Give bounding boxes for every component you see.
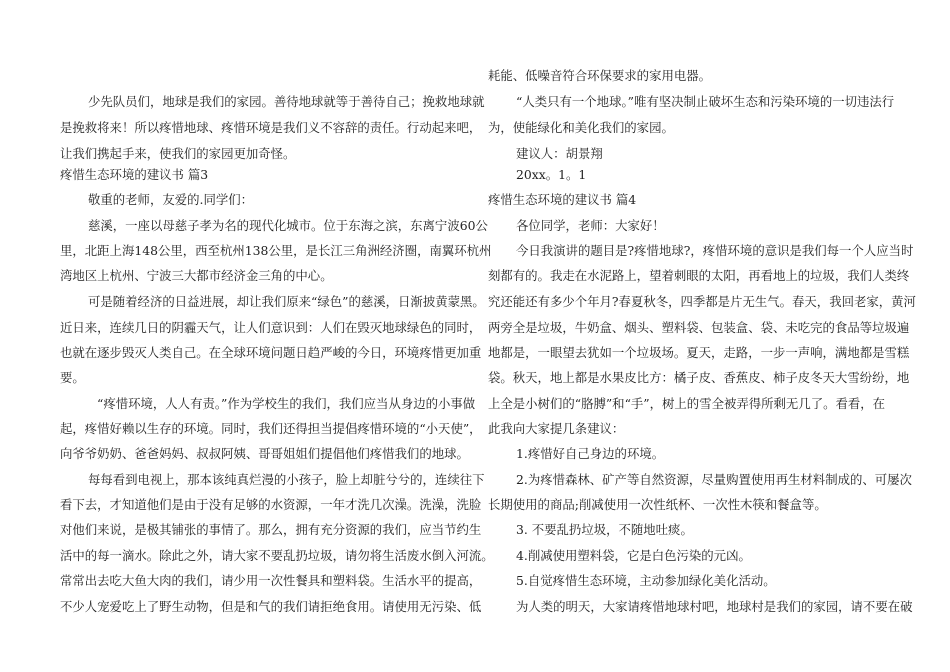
paragraph-line: 耗能、低噪音符合环保要求的家用电器。 bbox=[488, 68, 712, 83]
paragraph-line: 慈溪，一座以母慈子孝为名的现代化城市。位于东海之滨，东离宁波60公 bbox=[88, 218, 488, 233]
paragraph-line: 也就在逐步毁灭人类自己。在全球环境问题日趋严峻的今日，环境疼惜更加重 bbox=[60, 345, 482, 360]
paragraph-line: 起，疼惜好赖以生存的环境。同时，我们还得担当提倡疼惜环境的“小天使”， bbox=[60, 421, 482, 436]
paragraph-line: 此我向大家提几条建议： bbox=[488, 421, 625, 436]
greeting-line: 敬重的老师，友爱的.同学们： bbox=[88, 192, 254, 207]
date-line: 20xx。1。1 bbox=[516, 167, 587, 182]
paragraph-line: 让我们携起手来，使我们的家园更加奇怪。 bbox=[60, 146, 296, 161]
list-item: 3. 不要乱扔垃圾，不随地吐痰。 bbox=[516, 522, 693, 537]
paragraph-line: 可是随着经济的日益进展，却让我们原来“绿色”的慈溪，日渐披黄蒙黑。 bbox=[88, 294, 485, 309]
greeting-line: 各位同学，老师：大家好！ bbox=[516, 218, 665, 233]
paragraph-line: “疼惜环境，人人有责。”作为学校生的我们，我们应当从身边的小事做 bbox=[97, 396, 476, 411]
paragraph-line: 要。 bbox=[60, 370, 85, 385]
signer-line: 建议人：胡景翔 bbox=[516, 146, 603, 161]
paragraph-line: 上全是小树们的“胳膊”和“手”，树上的雪全被弄得所剩无几了。看看，在 bbox=[488, 396, 886, 411]
paragraph-line: 湾地区上杭州、宁波三大都市经济金三角的中心。 bbox=[60, 268, 333, 283]
section-heading: 疼惜生态环境的建议书 篇4 bbox=[488, 192, 637, 207]
paragraph-line: 是挽救将来！所以疼惜地球、疼惜环境是我们义不容辞的责任。行动起来吧， bbox=[60, 120, 482, 135]
paragraph-line: 里，北距上海148公里，西至杭州138公里，是长江三角洲经济圈，南翼环杭州 bbox=[60, 243, 492, 258]
list-item: 5.自觉疼惜生态环境，主动参加绿化美化活动。 bbox=[516, 573, 776, 588]
paragraph-line: 对他们来说，是极其铺张的事情了。那么，拥有充分资源的我们，应当节约生 bbox=[60, 522, 482, 537]
section-heading: 疼惜生态环境的建议书 篇3 bbox=[60, 167, 209, 182]
paragraph-line: 向爷爷奶奶、爸爸妈妈、叔叔阿姨、哥哥姐姐们提倡他们疼惜我们的地球。 bbox=[60, 446, 469, 461]
paragraph-line: 不少人宠爱吃上了野生动物，但是和气的我们请拒绝食用。请使用无污染、低 bbox=[60, 599, 482, 614]
paragraph-line: 为，使能绿化和美化我们的家园。 bbox=[488, 120, 674, 135]
paragraph-line: 活中的每一滴水。除此之外，请大家不要乱扔垃圾，请勿将生活废水倒入河流。 bbox=[60, 548, 494, 563]
list-item: 1.疼惜好自己身边的环境。 bbox=[516, 446, 665, 461]
list-item: 4.削减使用塑料袋，它是白色污染的元凶。 bbox=[516, 548, 751, 563]
paragraph-line: 近日来，连续几日的阴霾天气，让人们意识到：人们在毁灭地球绿色的同时， bbox=[60, 320, 482, 335]
paragraph-line: 为人类的明天，大家请疼惜地球村吧，地球村是我们的家园，请不要在破 bbox=[516, 599, 913, 614]
paragraph-line: 看下去，才知道他们是由于没有足够的水资源，一年才洗几次澡。洗澡，洗脸 bbox=[60, 497, 482, 512]
paragraph-line: 两旁全是垃圾，牛奶盒、烟头、塑料袋、包装盒、袋、未吃完的食品等垃圾遍 bbox=[488, 320, 910, 335]
paragraph-line: 究还能还有多少个年月?春夏秋冬，四季都是片无生气。春天，我回老家，黄河 bbox=[488, 294, 916, 309]
paragraph-line: 少先队员们，地球是我们的家园。善待地球就等于善待自己；挽救地球就 bbox=[88, 94, 485, 109]
list-item: 2.为疼惜森林、矿产等自然资源，尽量购置使用再生材料制成的、可屡次 bbox=[516, 472, 912, 487]
paragraph-line: “人类只有一个地球。”唯有坚决制止破坏生态和污染环境的一切违法行 bbox=[516, 94, 895, 109]
paragraph-line: 常常出去吃大鱼大肉的我们，请少用一次性餐具和塑料袋。生活水平的提高， bbox=[60, 573, 482, 588]
paragraph-line: 地都是，一眼望去犹如一个垃圾场。夏天，走路，一步一声响，满地都是雪糕 bbox=[488, 345, 910, 360]
paragraph-line: 今日我演讲的题目是?疼惜地球?，疼惜环境的意识是我们每一个人应当时 bbox=[516, 243, 914, 258]
list-item-continuation: 长期使用的商品;削减使用一次性纸杯、一次性木筷和餐盒等。 bbox=[488, 497, 827, 512]
paragraph-line: 袋。秋天，地上都是水果皮比方：橘子皮、香蕉皮、柿子皮冬天大雪纷纷，地 bbox=[488, 370, 910, 385]
paragraph-line: 每每看到电视上，那本该纯真烂漫的小孩子，脸上却脏兮兮的，连续往下 bbox=[88, 472, 485, 487]
paragraph-line: 刻都有的。我走在水泥路上，望着刺眼的太阳，再看地上的垃圾，我们人类终 bbox=[488, 268, 910, 283]
